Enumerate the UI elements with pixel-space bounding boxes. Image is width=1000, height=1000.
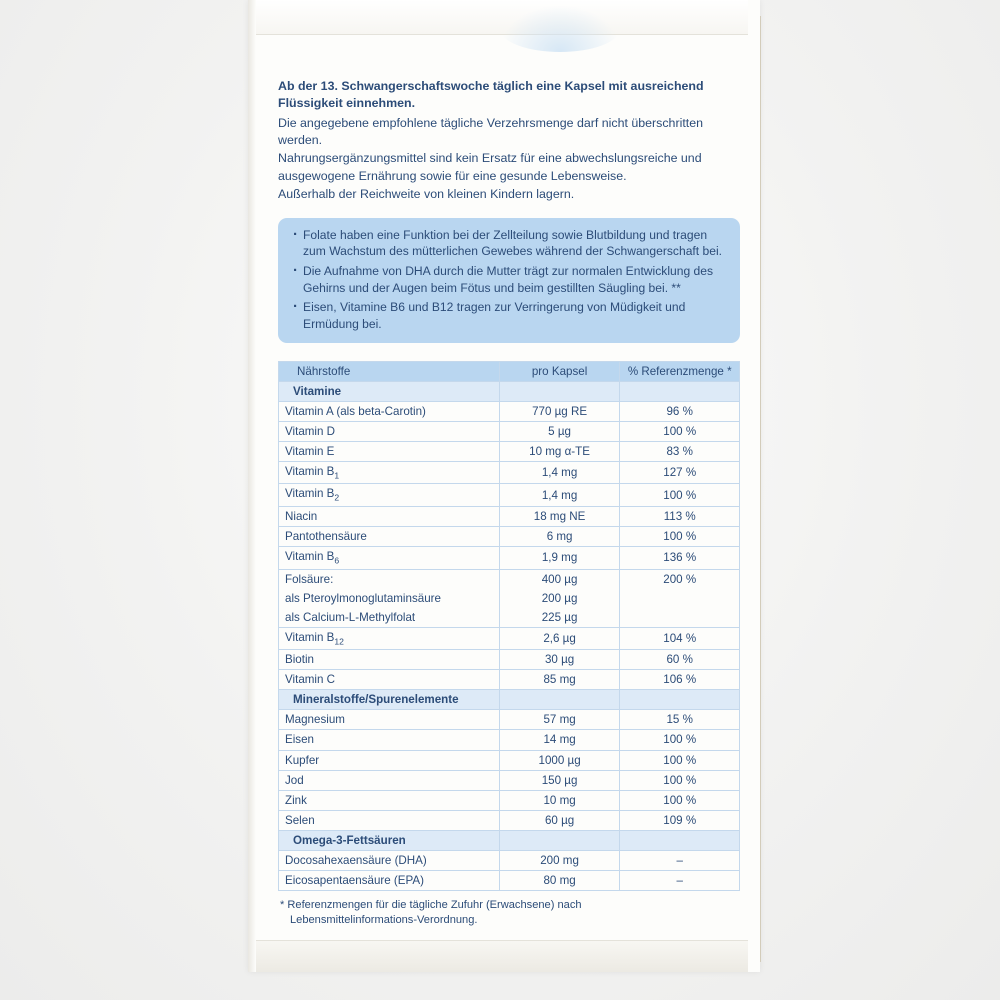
panel-content xyxy=(278,78,740,927)
nutrient-reference: 127 % xyxy=(620,461,740,483)
nutrient-name: Vitamin $B_1$ xyxy=(279,461,500,483)
nutrient-name: Zink xyxy=(279,790,500,810)
nutrient-reference: 83 % xyxy=(620,441,740,461)
nutrient-amount: 10 mg α-TE xyxy=(499,441,620,461)
section-row-minerals xyxy=(279,690,740,710)
nutrient-name: Eicosapentaensäure (EPA) xyxy=(279,870,500,890)
nutrient-name: Vitamin $B_6$ xyxy=(279,547,500,569)
nutrient-amount: 225 µg xyxy=(499,608,620,628)
section-title: Omega-3-Fettsäuren xyxy=(279,830,500,850)
dosage-line-1: Die angegebene empfohlene tägliche Verzehrsmenge darf nicht überschritten werden. xyxy=(278,115,703,148)
table-row xyxy=(279,850,740,870)
table-row xyxy=(279,870,740,890)
table-row xyxy=(279,730,740,750)
header-nutrients: Nährstoffe xyxy=(279,361,500,381)
nutrient-reference: 100 % xyxy=(620,790,740,810)
table-row xyxy=(279,670,740,690)
nutrient-reference: 60 % xyxy=(620,650,740,670)
nutrient-name: Vitamin E xyxy=(279,441,500,461)
nutrient-amount: 1,4 mg xyxy=(499,461,620,483)
health-claims-box xyxy=(278,218,740,343)
nutrient-name: Vitamin $B_{12}$ xyxy=(279,627,500,649)
table-row xyxy=(279,650,740,670)
nutrient-name: Vitamin D xyxy=(279,421,500,441)
header-per-capsule: pro Kapsel xyxy=(499,361,620,381)
nutrient-name: Pantothensäure xyxy=(279,526,500,546)
nutrient-name: Docosahexaensäure (DHA) xyxy=(279,850,500,870)
nutrient-amount: 30 µg xyxy=(499,650,620,670)
nutrient-amount: 1,4 mg xyxy=(499,484,620,506)
table-row xyxy=(279,569,740,589)
dosage-line-3: Außerhalb der Reichweite von kleinen Kindern lagern. xyxy=(278,187,575,202)
nutrient-name: Vitamin A (als beta-Carotin) xyxy=(279,401,500,421)
nutrition-table xyxy=(278,361,740,891)
nutrient-amount: 60 µg xyxy=(499,810,620,830)
table-row xyxy=(279,506,740,526)
section-spacer xyxy=(620,690,740,710)
nutrient-amount: 6 mg xyxy=(499,526,620,546)
nutrient-reference: 100 % xyxy=(620,730,740,750)
nutrient-reference: 113 % xyxy=(620,506,740,526)
nutrient-reference: 100 % xyxy=(620,484,740,506)
nutrient-amount: 200 µg xyxy=(499,589,620,608)
nutrient-reference: 136 % xyxy=(620,547,740,569)
nutrient-amount: 150 µg xyxy=(499,770,620,790)
section-spacer xyxy=(620,381,740,401)
nutrient-reference: 100 % xyxy=(620,421,740,441)
nutrient-amount: 57 mg xyxy=(499,710,620,730)
carton-left-edge xyxy=(248,0,256,972)
table-row xyxy=(279,770,740,790)
nutrient-name: Vitamin $B_2$ xyxy=(279,484,500,506)
nutrient-amount: 400 µg xyxy=(499,569,620,589)
footnote-line-2: Lebensmittelinformations-Verordnung. xyxy=(290,913,478,926)
table-row xyxy=(279,627,740,649)
dosage-instructions xyxy=(278,78,740,204)
section-title: Mineralstoffe/Spurenelemente xyxy=(279,690,500,710)
health-claims-list xyxy=(292,227,726,333)
section-row-vitamins xyxy=(279,381,740,401)
nutrient-reference: 104 % xyxy=(620,627,740,649)
nutrient-amount: 18 mg NE xyxy=(499,506,620,526)
carton-bottom-flap xyxy=(256,940,748,972)
table-row xyxy=(279,790,740,810)
nutrient-name: Jod xyxy=(279,770,500,790)
nutrient-amount: 1000 µg xyxy=(499,750,620,770)
nutrient-amount: 1,9 mg xyxy=(499,547,620,569)
table-row xyxy=(279,401,740,421)
nutrient-reference: 200 % xyxy=(620,569,740,627)
nutrient-reference: – xyxy=(620,850,740,870)
section-spacer xyxy=(499,690,620,710)
nutrient-amount: 14 mg xyxy=(499,730,620,750)
section-title: Vitamine xyxy=(279,381,500,401)
health-claim-item: · Die Aufnahme von DHA durch die Mutter trägt zur normalen Entwicklung des Gehirns und der Augen beim Fötus und beim gestillten Säugling bei. ** xyxy=(292,263,726,296)
nutrient-amount: 5 µg xyxy=(499,421,620,441)
nutrient-reference: – xyxy=(620,870,740,890)
printed-arc-graphic xyxy=(500,6,620,52)
nutrient-name: Kupfer xyxy=(279,750,500,770)
footnote-line-1: * Referenzmengen für die tägliche Zufuhr (Erwachsene) nach xyxy=(280,898,582,911)
table-row xyxy=(279,526,740,546)
nutrient-amount: 200 mg xyxy=(499,850,620,870)
table-row xyxy=(279,484,740,506)
table-row xyxy=(279,441,740,461)
section-row-omega3 xyxy=(279,830,740,850)
nutrient-reference: 100 % xyxy=(620,526,740,546)
nutrient-name: Niacin xyxy=(279,506,500,526)
header-reference-amount: % Referenzmenge * xyxy=(620,361,740,381)
nutrient-reference: 100 % xyxy=(620,750,740,770)
nutrient-amount: 770 µg RE xyxy=(499,401,620,421)
table-row xyxy=(279,810,740,830)
nutrient-reference: 109 % xyxy=(620,810,740,830)
nutrient-name: als Pteroylmonoglutaminsäure xyxy=(279,589,500,608)
nutrient-amount: 10 mg xyxy=(499,790,620,810)
table-row xyxy=(279,421,740,441)
table-row xyxy=(279,461,740,483)
table-row xyxy=(279,547,740,569)
nutrient-reference: 106 % xyxy=(620,670,740,690)
nutrient-name: Selen xyxy=(279,810,500,830)
dosage-line-2: Nahrungsergänzungsmittel sind kein Ersatz für eine abwechslungsreiche und ausgewogene Ernährung sowie für eine gesunde Lebensweise. xyxy=(278,151,702,183)
nutrient-name: Magnesium xyxy=(279,710,500,730)
carton-bottom-seam xyxy=(256,940,748,941)
section-spacer xyxy=(620,830,740,850)
nutrient-amount: 85 mg xyxy=(499,670,620,690)
nutrient-reference: 96 % xyxy=(620,401,740,421)
health-claim-item: · Folate haben eine Funktion bei der Zellteilung sowie Blutbildung und tragen zum Wachstum des mütterlichen Gewebes während der Schwangerschaft bei. xyxy=(292,227,726,260)
section-spacer xyxy=(499,381,620,401)
table-row xyxy=(279,750,740,770)
nutrient-name: Vitamin C xyxy=(279,670,500,690)
nutrient-name: Biotin xyxy=(279,650,500,670)
nutrient-name: als Calcium-L-Methylfolat xyxy=(279,608,500,628)
nutrient-amount: 2,6 µg xyxy=(499,627,620,649)
nutrient-amount: 80 mg xyxy=(499,870,620,890)
nutrient-reference: 15 % xyxy=(620,710,740,730)
nutrient-name: Eisen xyxy=(279,730,500,750)
dosage-heading: Ab der 13. Schwangerschaftswoche täglich eine Kapsel mit ausreichend Flüssigkeit einnehmen. xyxy=(278,79,704,111)
nutrient-name: Folsäure: xyxy=(279,569,500,589)
section-spacer xyxy=(499,830,620,850)
table-row xyxy=(279,710,740,730)
nutrient-reference: 100 % xyxy=(620,770,740,790)
table-header-row xyxy=(279,361,740,381)
table-footnote xyxy=(278,898,740,927)
health-claim-item: · Eisen, Vitamine B6 und B12 tragen zur Verringerung von Müdigkeit und Ermüdung bei. xyxy=(292,299,726,332)
